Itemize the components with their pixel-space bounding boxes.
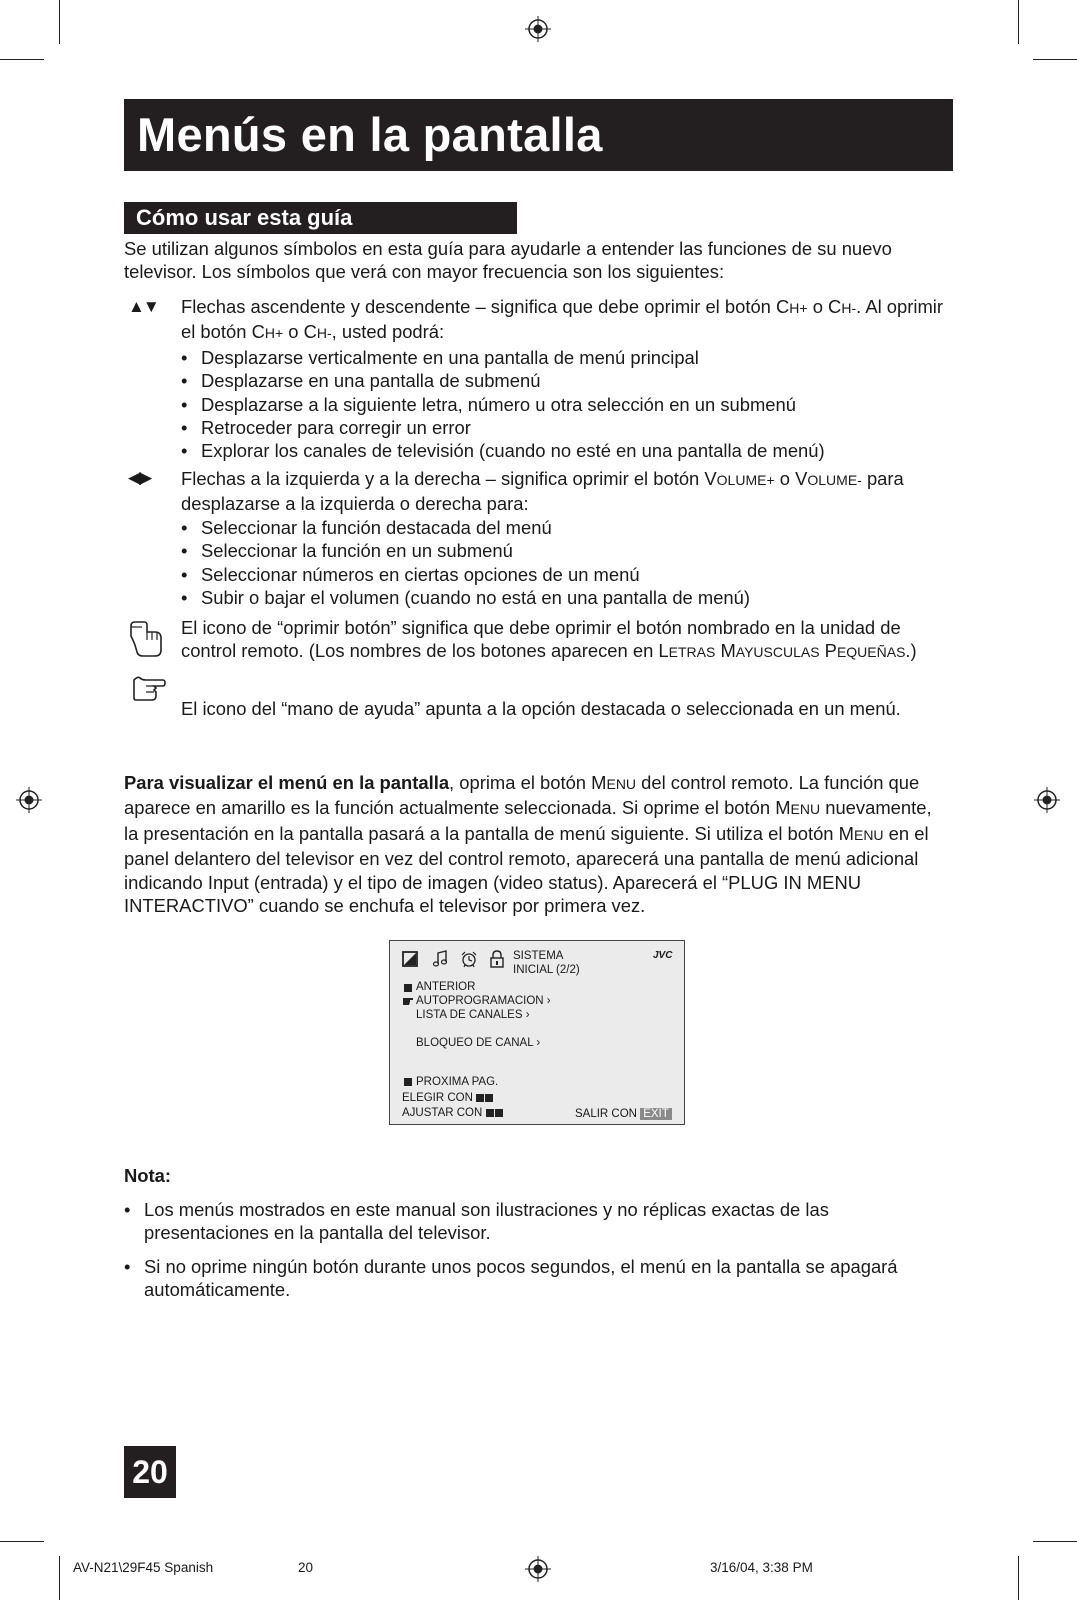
menu-item-anterior: ANTERIOR <box>416 981 476 993</box>
press-button-hand-icon <box>128 620 164 658</box>
pointing-hand-icon <box>132 674 166 702</box>
list-item: • Subir o bajar el volumen (cuando no está en una pantalla de menú) <box>181 586 961 609</box>
exit-button-icon: EXIT <box>640 1108 672 1120</box>
updown-text: Flechas ascendente y descendente – significa que debe oprimir el botón CH+ o CH-. Al oprimir el botón CH+ o CH-, usted podrá: <box>181 296 943 343</box>
up-down-key-icon <box>476 1094 484 1102</box>
registration-mark-icon <box>16 787 42 813</box>
registration-mark-icon <box>525 1556 551 1582</box>
press-icon-description: El icono de “oprimir botón” significa que debe oprimir el botón nombrado en la unidad de control remoto. (Los nombres de los botones aparecen en LETRAS MAYUSCULAS PEQUEÑAS.) <box>181 617 917 662</box>
crop-mark <box>0 1541 44 1542</box>
page-number: 20 <box>124 1446 176 1498</box>
crop-mark <box>1018 1556 1019 1600</box>
crop-mark <box>1033 1541 1077 1542</box>
updown-bullet-list <box>181 346 961 463</box>
left-right-arrows-icon: ◀▶ <box>128 468 151 487</box>
footer-page: 20 <box>298 1560 314 1575</box>
menu-title: SISTEMA <box>513 950 564 962</box>
alarm-clock-icon <box>460 951 478 968</box>
menu-screen-illustration <box>389 940 685 1125</box>
list-item: • Retroceder para corregir un error <box>181 416 961 439</box>
left-right-key-icon <box>495 1109 503 1117</box>
registration-mark-icon <box>1034 787 1060 813</box>
crop-mark <box>59 1556 60 1600</box>
display-menu-paragraph: Para visualizar el menú en la pantalla, oprima el botón MENU del control remoto. La función que aparece en amarillo es la función actualmente seleccionada. Si oprime el botón MENU nuevamente, la presentación en la pantalla pasará a la pantalla de menú siguiente. Si utiliza el botón MENU en el panel delantero del televisor en vez del control remoto, aparecerá una pantalla de menú adicional indicando Input (entrada) y el tipo de imagen (video status). Aparecerá el “PLUG IN MENU INTERACTIVO” cuando se enchufa el televisor por primera vez. <box>124 772 932 917</box>
list-item: • Seleccionar números en ciertas opciones de un menú <box>181 563 961 586</box>
list-item: • Desplazarse verticalmente en una pantalla de menú principal <box>181 346 961 369</box>
section-heading: Cómo usar esta guía <box>136 205 353 230</box>
crop-mark <box>1033 59 1077 60</box>
list-item: • Seleccionar la función destacada del menú <box>181 516 961 539</box>
note-heading: Nota: <box>124 1165 171 1186</box>
pointing-hand-icon <box>402 996 414 1006</box>
menu-item-bloqueo-de-canal: BLOQUEO DE CANAL › <box>416 1037 541 1049</box>
menu-subtitle: INICIAL (2/2) <box>513 964 580 976</box>
list-item: • Desplazarse a la siguiente letra, número u otra selección en un submenú <box>181 393 961 416</box>
up-down-key-icon <box>485 1094 493 1102</box>
leftright-text: Flechas a la izquierda y a la derecha – significa oprimir el botón VOLUME+ o VOLUME- para desplazarse a la izquierda o derecha para: <box>181 468 904 515</box>
leftright-description <box>181 467 961 609</box>
lock-icon <box>490 950 504 968</box>
list-item: • Explorar los canales de televisión (cuando no esté en una pantalla de menú) <box>181 439 961 462</box>
registration-mark-icon <box>525 16 551 42</box>
menu-next-page: PROXIMA PAG. <box>416 1076 499 1088</box>
crop-mark <box>0 59 44 60</box>
intro-paragraph: Se utilizan algunos símbolos en esta guía para ayudarle a entender las funciones de su nuevo televisor. Los símbolos que verá con mayor frecuencia son los siguientes: <box>124 238 892 283</box>
list-item: • Si no oprime ningún botón durante unos pocos segundos, el menú en la pantalla se apagará automáticamente. <box>124 1255 954 1302</box>
list-item: • Los menús mostrados en este manual son ilustraciones y no réplicas exactas de las presentaciones en la pantalla del televisor. <box>124 1198 954 1245</box>
crop-mark <box>1018 0 1019 44</box>
up-down-arrows-icon: ▲▼ <box>128 297 158 316</box>
list-item: • Desplazarse en una pantalla de submenú <box>181 369 961 392</box>
brand-logo: JVC <box>653 950 673 961</box>
menu-item-autoprogramacion: AUTOPROGRAMACION › <box>416 995 551 1007</box>
note-bullet-list <box>124 1198 954 1302</box>
updown-description <box>181 295 961 463</box>
crop-mark <box>59 0 60 44</box>
down-arrow-key-icon <box>404 1078 412 1086</box>
menu-adjust-hint: AJUSTAR CON <box>402 1106 504 1120</box>
left-right-key-icon <box>486 1109 494 1117</box>
up-arrow-key-icon <box>404 984 412 992</box>
section-heading-bar <box>124 202 517 234</box>
leftright-bullet-list <box>181 516 961 610</box>
page-title: Menús en la pantalla <box>137 108 603 161</box>
footer-timestamp: 3/16/04, 3:38 PM <box>710 1560 813 1575</box>
picture-tab-icon <box>402 951 418 967</box>
display-menu-lead: Para visualizar el menú en la pantalla <box>124 772 450 793</box>
menu-exit-hint: SALIR CON EXIT <box>575 1107 672 1121</box>
hand-icon-description: El icono del “mano de ayuda” apunta a la opción destacada o seleccionada en un menú. <box>181 698 901 719</box>
list-item: • Seleccionar la función en un submenú <box>181 539 961 562</box>
menu-item-lista-de-canales: LISTA DE CANALES › <box>416 1009 530 1021</box>
menu-choose-hint: ELEGIR CON <box>402 1091 494 1105</box>
footer-filename: AV-N21\29F45 Spanish <box>73 1560 214 1575</box>
page-title-bar <box>124 99 953 171</box>
music-note-icon <box>432 950 448 968</box>
